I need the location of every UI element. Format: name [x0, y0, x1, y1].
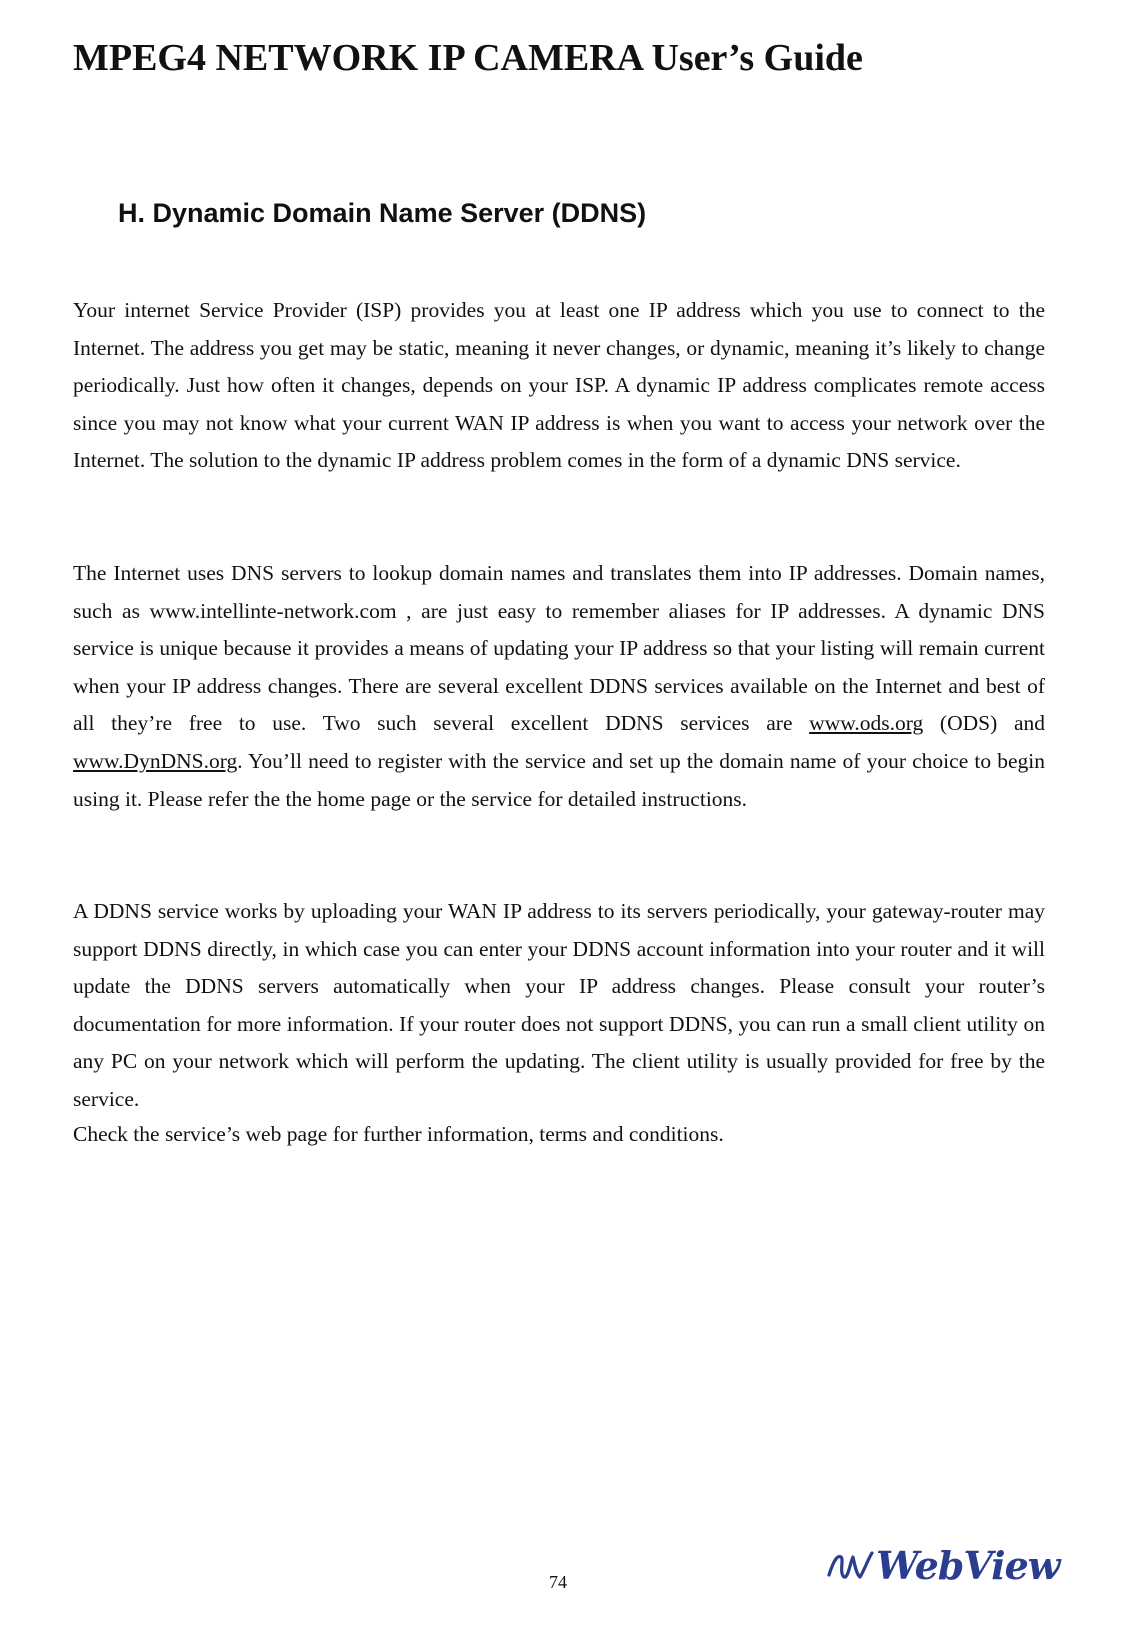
- webview-logo-text: WebView: [876, 1542, 1060, 1588]
- paragraph-text: (ODS) and: [923, 711, 1045, 736]
- document-title: MPEG4 NETWORK IP CAMERA User’s Guide: [73, 37, 863, 79]
- paragraph-text: . You’ll need to register with the service and set up the domain name of your choice to begin using it. Please refer the the home page or the service for detailed instructions.: [73, 748, 1045, 811]
- section-heading: H. Dynamic Domain Name Server (DDNS): [118, 198, 647, 228]
- ods-link[interactable]: www.ods.org: [809, 711, 924, 736]
- webview-logo-icon: [826, 1545, 874, 1585]
- webview-logo: [826, 1540, 1060, 1590]
- page-number: 74: [549, 1572, 567, 1592]
- paragraph-further-info: Check the service’s web page for further information, terms and conditions.: [73, 1122, 724, 1146]
- paragraph-text: The Internet uses DNS servers to lookup domain names and translates them into IP addresses. Domain names, such as www.intellinte-network.com , are just easy to remember aliases for IP addresses. A dynamic DNS service is unique because it provides a means of updating your IP address so that your listing will remain current when your IP address changes. There are several excellent DDNS services available on the Internet and best of all they’re free to use. Two such several excellent DDNS services are: [73, 561, 1045, 736]
- dyndns-link[interactable]: www.DynDNS.org: [73, 748, 238, 773]
- paragraph-ddns-router: A DDNS service works by uploading your WAN IP address to its servers periodically, your gateway-router may support DDNS directly, in which case you can enter your DDNS account information into your router and it will update the DDNS servers automatically when your IP address changes. Please consult your router’s documentation for more information. If your router does not support DDNS, you can run a small client utility on any PC on your network which will perform the updating. The client utility is usually provided for free by the service.: [73, 899, 1045, 1111]
- paragraph-isp-intro: Your internet Service Provider (ISP) provides you at least one IP address which you use to connect to the Internet. The address you get may be static, meaning it never changes, or dynamic, meaning it’s likely to change periodically. Just how often it changes, depends on your ISP. A dynamic IP address complicates remote access since you may not know what your current WAN IP address is when you want to access your network over the Internet. The solution to the dynamic IP address problem comes in the form of a dynamic DNS service.: [73, 298, 1045, 473]
- paragraph-dns-services: [73, 555, 1045, 818]
